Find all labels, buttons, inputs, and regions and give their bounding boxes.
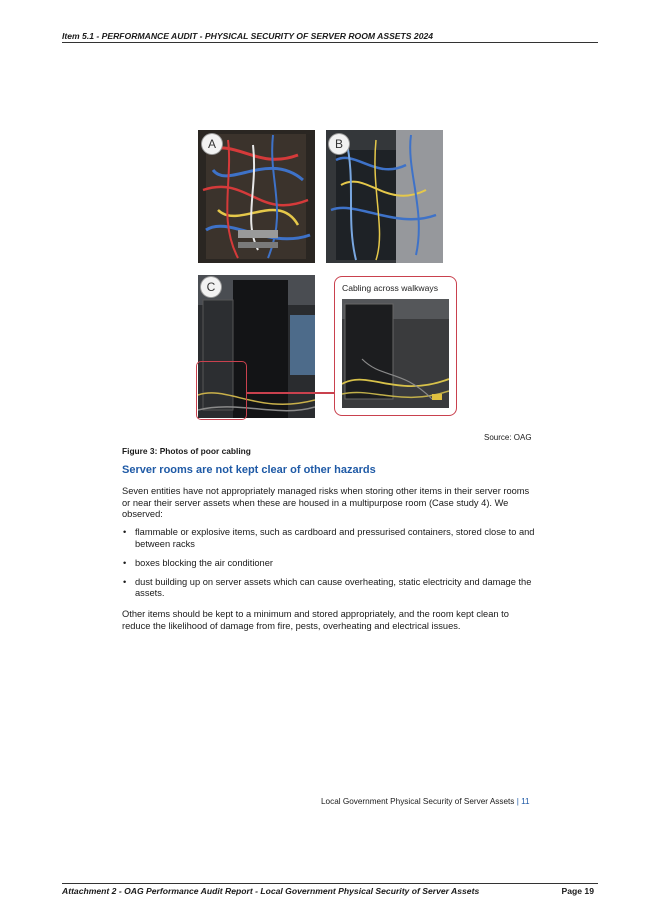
list-item: • dust building up on server assets which can cause overheating, static electricity and damage the assets. [122, 577, 536, 600]
footer-separator: | [516, 797, 519, 806]
photo-c-label: C [201, 277, 221, 297]
attachment-footer [62, 883, 598, 896]
figure-caption: Figure 3: Photos of poor cabling [122, 446, 251, 456]
attachment-page-number: Page 19 [561, 886, 594, 896]
callout-label: Cabling across walkways [342, 283, 438, 293]
callout-cabling [334, 276, 457, 416]
photo-b-label: B [329, 134, 349, 154]
photo-a-label: A [202, 134, 222, 154]
attachment-footer-text: Attachment 2 - OAG Performance Audit Report - Local Government Physical Security of Server Assets [62, 886, 480, 896]
list-item: • boxes blocking the air conditioner [122, 558, 536, 570]
figure-source: Source: OAG [484, 433, 532, 442]
callout-photo [342, 299, 449, 408]
intro-paragraph: Seven entities have not appropriately managed risks when storing other items in their server rooms or near their server assets when these are housed in a multipurpose room (Case study 4). We observed: [122, 486, 530, 519]
footer-title: Local Government Physical Security of Server Assets [321, 797, 515, 806]
list-item: • flammable or explosive items, such as cardboard and pressurised containers, stored close to and between racks [122, 527, 536, 550]
callout-connector [247, 392, 335, 394]
running-header: Item 5.1 - PERFORMANCE AUDIT - PHYSICAL SECURITY OF SERVER ROOM ASSETS 2024 [62, 31, 598, 43]
highlight-box [196, 361, 247, 420]
page-footer [321, 797, 530, 806]
page-number: 11 [521, 797, 530, 806]
closing-paragraph: Other items should be kept to a minimum and stored appropriately, and the room kept clean to reduce the likelihood of damage from fire, pests, overheating and electrical issues. [122, 609, 509, 631]
section-heading: Server rooms are not kept clear of other hazards [122, 464, 376, 476]
observation-list [122, 527, 536, 607]
